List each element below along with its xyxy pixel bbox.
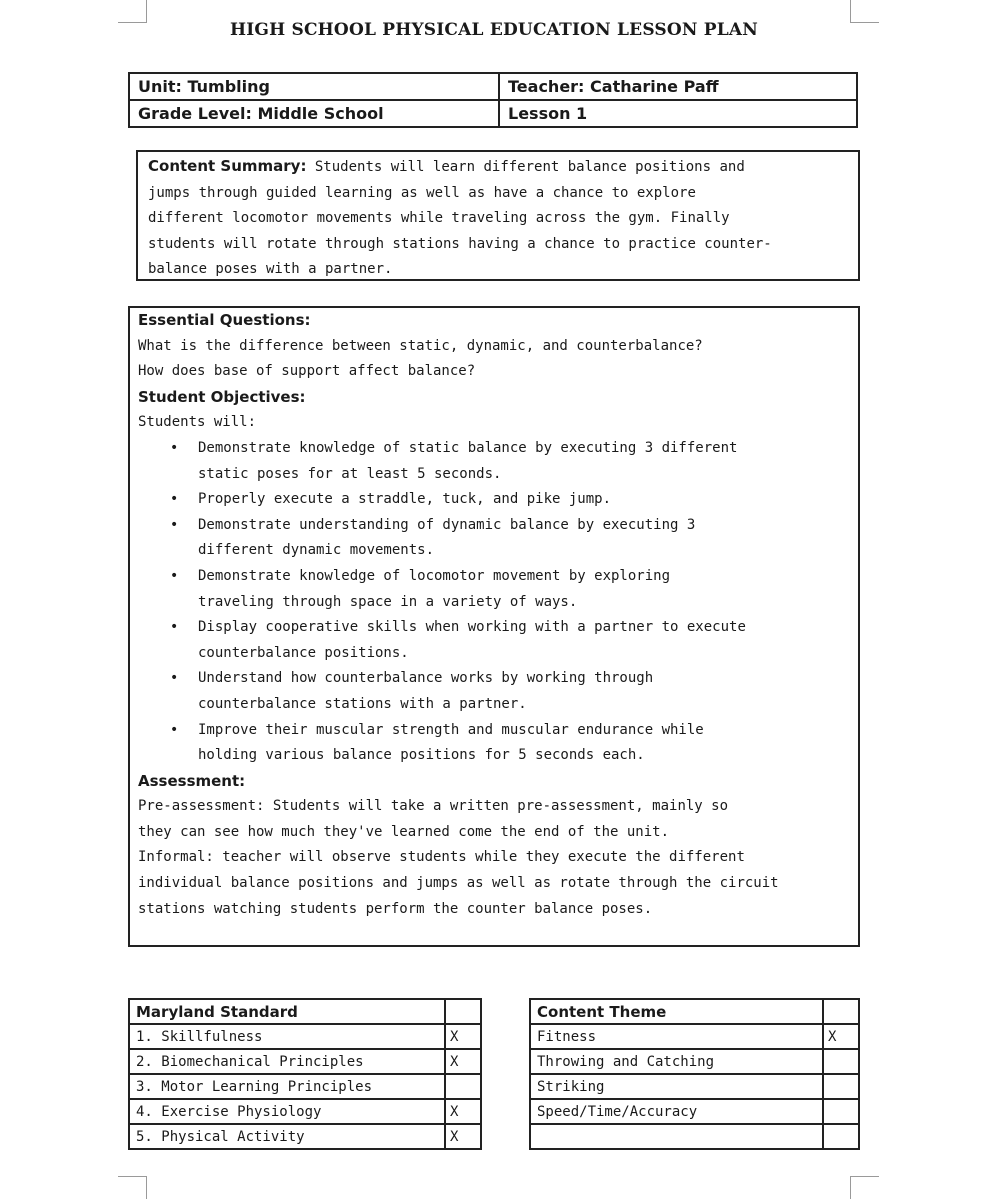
essential-question: How does base of support affect balance? [138, 363, 476, 380]
objective-line: traveling through space in a variety of ways. [198, 593, 578, 610]
content-theme-table [529, 998, 860, 1150]
student-objectives-intro: Students will: [138, 414, 257, 431]
objective-line: counterbalance stations with a partner. [198, 695, 527, 712]
table-row [129, 1024, 481, 1049]
table-row [129, 1074, 481, 1099]
assessment-heading: Assessment: [138, 771, 246, 790]
theme-mark [823, 1049, 859, 1074]
table-row [129, 1124, 481, 1149]
maryland-standard-header: Maryland Standard [129, 999, 445, 1024]
theme-mark [823, 1074, 859, 1099]
objective-item [198, 615, 850, 666]
unit-cell: Unit: Tumbling [129, 73, 499, 100]
table-header-row [530, 999, 859, 1024]
content-theme-header-mark [823, 999, 859, 1024]
document-title: HIGH SCHOOL PHYSICAL EDUCATION LESSON PLAN [229, 20, 759, 40]
standard-mark: X [445, 1099, 481, 1124]
assessment-line: individual balance positions and jumps as well as rotate through the circuit [138, 875, 779, 892]
table-header-row [129, 999, 481, 1024]
header-row [129, 100, 857, 127]
header-row [129, 73, 857, 100]
objective-line: • Understand how counterbalance works by working through [198, 670, 654, 687]
standard-label: 3. Motor Learning Principles [129, 1074, 445, 1099]
content-summary-line: balance poses with a partner. [148, 261, 393, 278]
theme-label [530, 1124, 823, 1149]
crop-mark-bottom-left [118, 1176, 147, 1199]
theme-mark [823, 1099, 859, 1124]
lesson-cell: Lesson 1 [499, 100, 857, 127]
theme-label: Throwing and Catching [530, 1049, 823, 1074]
objective-item [198, 564, 850, 615]
content-summary-box [136, 150, 860, 281]
theme-mark [823, 1124, 859, 1149]
table-row [129, 1099, 481, 1124]
assessment-line: Pre-assessment: Students will take a written pre-assessment, mainly so [138, 798, 729, 815]
maryland-standard-header-mark [445, 999, 481, 1024]
content-summary-line: jumps through guided learning as well as have a chance to explore [148, 184, 696, 201]
content-theme-header: Content Theme [530, 999, 823, 1024]
objective-item [198, 487, 850, 513]
content-summary-label: Content Summary: [148, 157, 307, 175]
table-row [129, 1049, 481, 1074]
objective-line: • Demonstrate understanding of dynamic balance by executing 3 [198, 516, 696, 533]
objective-line: • Demonstrate knowledge of static balance by executing 3 different [198, 439, 738, 456]
objective-line: • Demonstrate knowledge of locomotor movement by exploring [198, 567, 671, 584]
table-row [530, 1099, 859, 1124]
crop-mark-bottom-right [850, 1176, 879, 1199]
standard-label: 1. Skillfulness [129, 1024, 445, 1049]
table-row [530, 1074, 859, 1099]
theme-label: Fitness [530, 1024, 823, 1049]
table-row [530, 1124, 859, 1149]
standard-label: 2. Biomechanical Principles [129, 1049, 445, 1074]
theme-mark: X [823, 1024, 859, 1049]
assessment-line: stations watching students perform the counter balance poses. [138, 900, 653, 917]
student-objectives-heading: Student Objectives: [138, 387, 306, 406]
objective-line: counterbalance positions. [198, 644, 409, 661]
standard-mark: X [445, 1049, 481, 1074]
objective-item [198, 436, 850, 487]
objectives-list [138, 436, 850, 769]
objective-item [198, 513, 850, 564]
lesson-header-table [128, 72, 858, 128]
content-summary-text: Students will learn different balance positions and [306, 159, 745, 175]
standard-label: 4. Exercise Physiology [129, 1099, 445, 1124]
assessment-line: they can see how much they've learned come the end of the unit. [138, 823, 670, 840]
theme-label: Striking [530, 1074, 823, 1099]
table-row [530, 1049, 859, 1074]
objective-item [198, 666, 850, 717]
teacher-cell: Teacher: Catharine Paff [499, 73, 857, 100]
standard-label: 5. Physical Activity [129, 1124, 445, 1149]
objective-line: different dynamic movements. [198, 542, 435, 559]
grade-level-cell: Grade Level: Middle School [129, 100, 499, 127]
theme-label: Speed/Time/Accuracy [530, 1099, 823, 1124]
objective-line: holding various balance positions for 5 seconds each. [198, 747, 645, 764]
objective-line: • Improve their muscular strength and muscular endurance while [198, 721, 704, 738]
standard-mark [445, 1074, 481, 1099]
objective-line: static poses for at least 5 seconds. [198, 465, 502, 482]
table-row [530, 1024, 859, 1049]
content-summary-line: different locomotor movements while traveling across the gym. Finally [148, 210, 730, 227]
objective-line: • Display cooperative skills when working with a partner to execute [198, 619, 746, 636]
essential-question: What is the difference between static, dynamic, and counterbalance? [138, 337, 703, 354]
assessment-line: Informal: teacher will observe students while they execute the different [138, 849, 745, 866]
maryland-standard-table [128, 998, 482, 1150]
standard-mark: X [445, 1024, 481, 1049]
content-summary-line [148, 154, 848, 181]
objective-item [198, 718, 850, 769]
essential-questions-heading: Essential Questions: [138, 311, 311, 329]
lesson-details-box [128, 306, 860, 947]
objective-line: • Properly execute a straddle, tuck, and pike jump. [198, 491, 612, 508]
content-summary-line: students will rotate through stations having a chance to practice counter- [148, 235, 772, 252]
standard-mark: X [445, 1124, 481, 1149]
